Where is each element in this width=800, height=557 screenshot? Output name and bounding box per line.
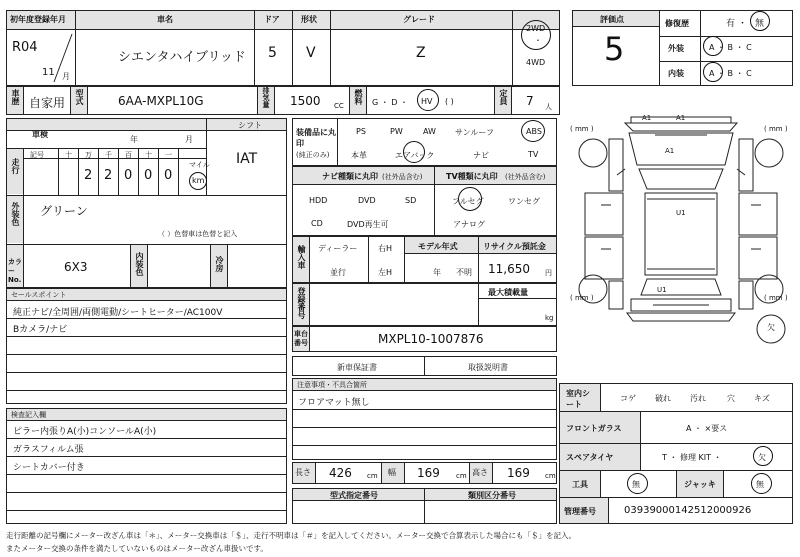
notes-value: フロアマット無し [298, 398, 370, 408]
dim-w-value: 169 [417, 466, 440, 480]
import-parallel: 並行 [330, 268, 346, 277]
inspector-header [7, 409, 286, 420]
dim-w-unit: cm [456, 472, 467, 480]
interior-abc: A ・ B ・ C [709, 69, 752, 78]
unit-4: 十 [145, 151, 152, 159]
footer-line1: 走行距離の記号欄にメーター改ざん車は「＊」、メーター交換車は「＄」、走行不明車は「＃」を記入してください。メーター交換で合算表示した場合にも「＄」を記入。 [6, 531, 576, 540]
spare-missing-mark: 欠 [767, 323, 775, 332]
mgmt-value: 03939000142512000926 [624, 505, 752, 516]
reg-year-value: R04 [12, 40, 38, 55]
import-label: 輸入車 [297, 245, 306, 269]
disp-unit: CC [334, 102, 344, 110]
gvw-unit: kg [545, 314, 554, 322]
import-dealer: ディーラー [318, 244, 358, 253]
digit-4: 0 [164, 168, 173, 183]
usage-label: 車歴 [11, 89, 20, 105]
rating-label: 評価点 [600, 15, 624, 24]
shift-value: IAT [236, 151, 258, 167]
diagram-a1-left: A1 [642, 114, 652, 122]
interior-label: 内装 [668, 69, 684, 78]
model-year-unit: 年 [433, 268, 441, 277]
digit-1: 2 [104, 168, 113, 183]
exterior-label: 外装 [668, 44, 684, 53]
mm-rear-right: ( mm ) [764, 294, 788, 302]
dim-l-value: 426 [329, 466, 352, 480]
model-year-label: モデル年式 [418, 242, 458, 251]
inspection-year: 年 [130, 135, 138, 144]
seat-item-1: 破れ [655, 394, 671, 403]
footer-line2: またメーター交換の条件を満たしていないものはメーター改ざん車扱いです。 [6, 544, 268, 553]
inspection-month: 月 [185, 135, 193, 144]
equip-navi: ナビ [473, 151, 489, 160]
navi-label: ナビ種類に丸印 [322, 172, 378, 181]
dim-h-unit: cm [545, 472, 556, 480]
seat-item-4: キズ [754, 394, 770, 403]
jack-label: ジャッキ [684, 480, 716, 489]
km-unit: km [192, 176, 205, 185]
exterior-abc: A ・ B ・ C [709, 43, 752, 52]
disp-label: 排気量 [262, 87, 270, 108]
seat-item-2: 汚れ [690, 394, 706, 403]
dim-l-unit: cm [367, 472, 378, 480]
door-value: 5 [268, 45, 277, 61]
sales-label: セールスポイント [11, 291, 67, 299]
unit-0: 十 [65, 151, 72, 159]
dim-h-label: 高さ [472, 468, 488, 477]
shape-label: 形状 [301, 15, 317, 24]
fuel-label: 燃料 [354, 89, 363, 105]
equip-aw: AW [423, 127, 436, 136]
intcolor-label: 内装色 [135, 252, 144, 276]
navi-hdd: HDD [309, 196, 328, 205]
grade-value: Z [416, 45, 426, 61]
warranty-manual: 取扱説明書 [468, 363, 508, 372]
usage-value: 自家用 [29, 96, 66, 110]
repair-yes: 有 [726, 19, 736, 29]
equip-leather: 本革 [351, 151, 367, 160]
capacity-unit: 人 [545, 103, 552, 111]
door-label: ドア [264, 15, 280, 24]
jack-none: 無 [756, 480, 764, 489]
row2-block [6, 86, 560, 115]
navi-dvd-play: DVD再生可 [347, 220, 389, 229]
tv-fullseg: フルセグ [452, 197, 484, 206]
mm-front-right: ( mm ) [764, 125, 788, 133]
glass-items: A ・ ×要ス [686, 424, 728, 433]
navi-cd: CD [311, 219, 323, 228]
top-header-bar [7, 11, 559, 29]
inspector-line2: ガラスフィルム張 [13, 445, 84, 455]
mileage-label: 走行 [11, 158, 20, 174]
mm-rear-left: ( mm ) [570, 294, 594, 302]
reg-month-value: 11 [42, 67, 55, 78]
equip-tv: TV [528, 150, 539, 159]
dim-h-value: 169 [507, 466, 530, 480]
shift-label: シフト [238, 121, 262, 130]
equip-abs: ABS [526, 127, 542, 136]
chassis-label: 車台番号 [294, 330, 308, 347]
spare-items: T ・ 修理 KIT ・ [662, 453, 722, 462]
colorno-label: カラーNo. [8, 258, 22, 284]
reg-month-unit: 月 [62, 72, 70, 81]
tv-sub: (社外品含む) [505, 173, 546, 181]
grade-label: グレード [403, 15, 435, 24]
tv-analog: アナログ [453, 220, 485, 229]
model-year-unknown: 不明 [456, 268, 472, 277]
repair-no: 無 [755, 19, 765, 29]
drive-2wd: 2WD [526, 24, 546, 33]
equip-label: 装備品に丸印 [296, 128, 336, 148]
seat-item-3: 穴 [727, 394, 735, 403]
diagram-u1-rear: U1 [657, 286, 667, 294]
fuel-options: G ・ D ・ [372, 98, 408, 107]
repair-label: 修復歴 [665, 19, 689, 28]
model-label: 型式 [75, 89, 84, 105]
type-label: 型式指定番号 [330, 491, 378, 500]
equip-ps: PS [356, 127, 366, 136]
sales-line1: 純正ナビ/全周囲/両側電動/シートヒーター/AC100V [13, 308, 223, 318]
color-label: 外装色 [11, 202, 20, 226]
color-value: グリーン [40, 204, 88, 218]
inspection-label: 車検 [32, 130, 48, 139]
colorno-value: 6X3 [64, 260, 88, 274]
recycle-unit: 円 [545, 269, 552, 277]
tv-oneseg: ワンセグ [508, 197, 540, 206]
unit-2: 千 [105, 151, 112, 159]
drive-dot: ・ [534, 36, 542, 45]
registration-label: 登録番号 [297, 287, 306, 319]
navi-sd: SD [405, 196, 417, 205]
unit-1: 万 [85, 151, 92, 159]
notes-label: 注意事項・不具合箇所 [297, 381, 367, 389]
digit-0: 2 [84, 168, 93, 183]
car-diagram [565, 105, 797, 381]
dim-l-label: 長さ [295, 468, 311, 477]
spare-none: 欠 [758, 453, 766, 462]
inspector-line1: ピラー内張りA(小)コンソールA(小) [13, 427, 157, 437]
int-seat-label: 室内シート [566, 389, 590, 409]
tools-none: 無 [632, 480, 640, 489]
capacity-label: 定員 [499, 89, 508, 105]
digit-2: 0 [124, 168, 133, 183]
equip-pw: PW [390, 127, 403, 136]
digit-3: 0 [144, 168, 153, 183]
inspector-label: 検査記入欄 [11, 411, 46, 419]
mm-front-left: ( mm ) [570, 125, 594, 133]
model-value: 6AA-MXPL10G [118, 94, 204, 108]
car-name-label: 車名 [157, 15, 173, 24]
mile-unit: マイル [189, 161, 210, 169]
recycle-label: リサイクル預託金 [483, 242, 546, 251]
equip-sunroof: サンルーフ [455, 128, 494, 137]
sales-line2: Bカメラ/ナビ [13, 325, 68, 335]
mileage-kigo: 記号 [30, 151, 44, 159]
dim-w-label: 幅 [388, 468, 396, 477]
unit-5: 一 [165, 151, 172, 159]
rating-value: 5 [604, 30, 625, 68]
spare-label: スペアタイヤ [566, 453, 614, 462]
repair-sep: ・ [738, 19, 748, 29]
gvw-label: 最大積載量 [488, 288, 528, 297]
diagram-a1-right: A1 [676, 114, 686, 122]
reg-year-label: 初年度登録年月 [10, 15, 66, 24]
fuel-hv: HV [421, 97, 433, 106]
diagram-u1-roof: U1 [676, 209, 686, 217]
ac-label: 冷房 [215, 256, 224, 272]
diagram-a1-hood: A1 [665, 147, 675, 155]
navi-dvd: DVD [358, 196, 376, 205]
equip-airbag: エアバック [395, 151, 435, 160]
unit-3: 百 [125, 151, 132, 159]
mgmt-label: 管理番号 [564, 507, 596, 516]
color-note: （ ）色替車は色替と記入 [158, 230, 238, 238]
equip-sub: (純正のみ) [296, 151, 330, 159]
car-name-value: シエンタハイブリッド [118, 50, 246, 65]
tools-label: 工具 [572, 480, 588, 489]
navi-sub: (社外品含む) [382, 173, 423, 181]
shape-value: V [306, 45, 316, 61]
recycle-value: 11,650 [488, 262, 530, 276]
warranty-new: 新車保証書 [337, 363, 377, 372]
inspector-line3: シートカバー付き [13, 463, 85, 473]
capacity-value: 7 [526, 94, 534, 108]
glass-label: フロントガラス [566, 424, 622, 433]
chassis-value: MXPL10-1007876 [378, 332, 484, 346]
import-lh: 左H [378, 268, 393, 277]
tv-label: TV種類に丸印 [446, 172, 498, 181]
fuel-other: ( ) [445, 97, 454, 106]
cat-label: 類別区分番号 [468, 491, 516, 500]
drive-4wd: 4WD [526, 58, 546, 67]
disp-value: 1500 [290, 94, 321, 108]
seat-item-0: コゲ [620, 394, 636, 403]
import-rh: 右H [378, 244, 393, 253]
